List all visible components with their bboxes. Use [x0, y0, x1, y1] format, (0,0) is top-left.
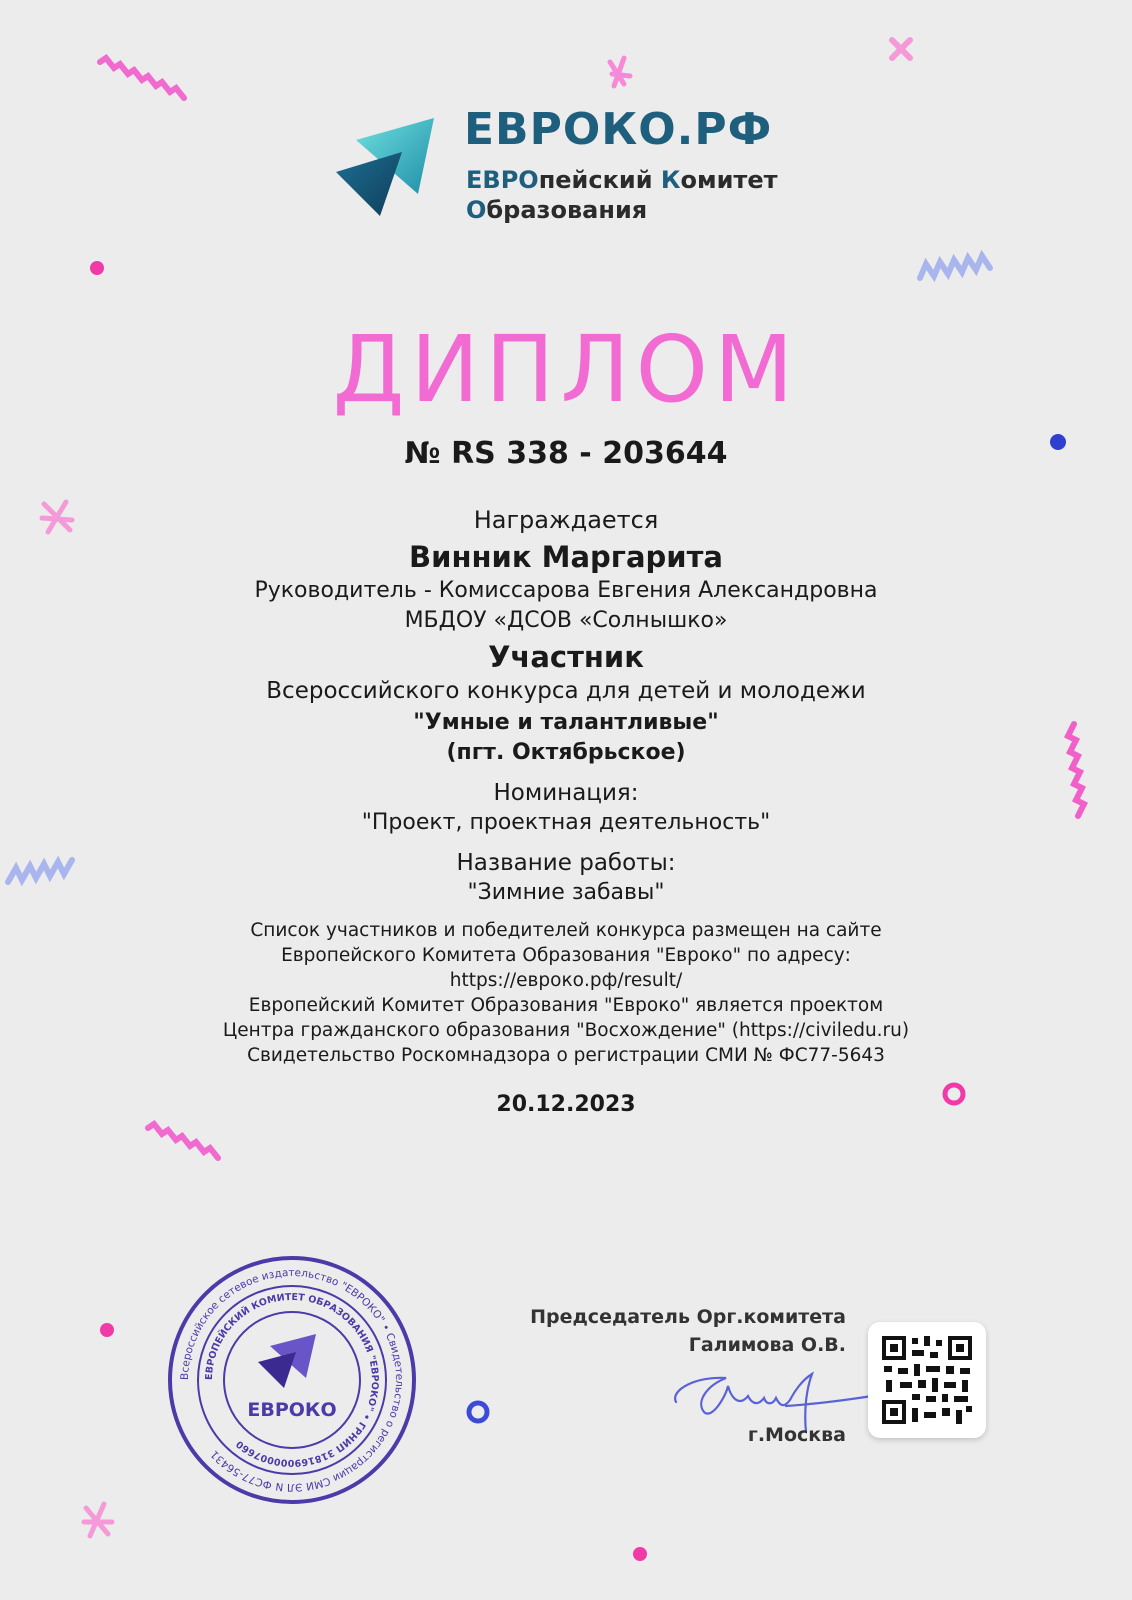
issue-date: 20.12.2023 — [496, 1092, 636, 1117]
signer-title: Председатель Орг.комитета — [530, 1306, 846, 1328]
participant-status: Участник — [488, 640, 644, 674]
confetti-pink-ribbon-icon — [100, 58, 184, 98]
confetti-cross-icon — [892, 40, 910, 58]
diploma-number: № RS 338 - 203644 — [404, 436, 728, 471]
awarded-label: Награждается — [473, 506, 659, 534]
results-link[interactable]: https://евроко.рф/result/ — [449, 970, 683, 991]
confetti-star-icon — [610, 58, 630, 86]
info-note: Европейского Комитета Образования "Евроко" по адресу: — [281, 945, 851, 966]
confetti-blue-ribbon-icon — [920, 256, 990, 278]
organization: МБДОУ «ДСОВ «Солнышко» — [404, 608, 728, 633]
confetti-pink-ribbon-icon — [148, 1124, 218, 1158]
supervisor: Руководитель - Комиссарова Евгения Александровна — [254, 578, 878, 603]
confetti-ring-icon — [469, 1403, 487, 1421]
contest-name: "Умные и талантливые" — [413, 710, 719, 735]
city: г.Москва — [747, 1424, 846, 1446]
brand-subtitle-line1: ЕВРОпейский Комитет — [466, 166, 778, 194]
contest-description: Всероссийского конкурса для детей и молодежи — [266, 678, 866, 704]
info-note: Центра гражданского образования "Восхождение" (https://civiledu.ru) — [222, 1020, 910, 1041]
work-title-value: "Зимние забавы" — [467, 880, 665, 905]
confetti-dot-icon — [633, 1547, 647, 1561]
awardee-name: Винник Маргарита — [409, 540, 723, 574]
nomination-value: "Проект, проектная деятельность" — [361, 810, 771, 835]
info-note: Свидетельство Роскомнадзора о регистрации СМИ № ФС77-5643 — [247, 1045, 885, 1066]
stamp-outer-text: Всероссийское сетевое издательство "ЕВРОКО" • Свидетельство о регистрации СМИ ЭЛ N ФС77-56431 — [178, 1266, 406, 1494]
official-stamp — [166, 1254, 418, 1506]
confetti-star-icon — [84, 1504, 112, 1536]
qr-code-card[interactable] — [868, 1322, 986, 1438]
evroko-logo-icon — [336, 116, 440, 220]
info-note: Европейский Комитет Образования "Евроко" является проектом — [248, 995, 884, 1016]
contest-place: (пгт. Октябрьское) — [446, 740, 686, 765]
confetti-dot-icon — [90, 261, 104, 275]
diploma-title: ДИПЛОМ — [332, 316, 800, 423]
info-note: Список участников и победителей конкурса размещен на сайте — [250, 920, 882, 941]
work-title-label: Название работы: — [456, 850, 676, 876]
stamp-inner-text: ЕВРОПЕЙСКИЙ КОМИТЕТ ОБРАЗОВАНИЯ "ЕВРОКО" • ГРНИП 318169000007660 — [203, 1291, 381, 1469]
nomination-label: Номинация: — [493, 780, 639, 806]
brand-title: ЕВРОКО.РФ — [464, 104, 773, 155]
stamp-center-label: ЕВРОКО — [247, 1399, 337, 1421]
brand-subtitle-line2: Образования — [466, 196, 648, 224]
stamp-logo-icon — [258, 1334, 316, 1388]
signer-name: Галимова О.В. — [688, 1334, 846, 1356]
confetti-dot-icon — [100, 1323, 114, 1337]
qr-code-icon — [882, 1336, 972, 1424]
